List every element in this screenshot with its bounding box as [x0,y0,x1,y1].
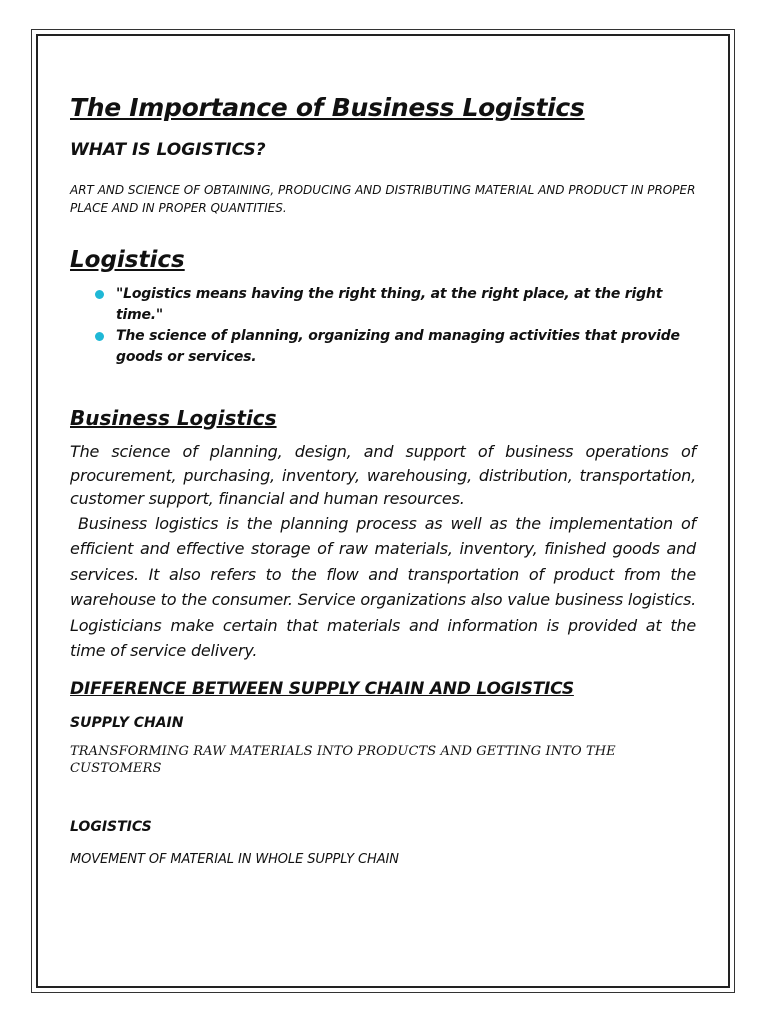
logistics-label: LOGISTICS [70,818,152,835]
business-logistics-paragraph-2 [70,511,696,664]
document-body [70,90,696,869]
supply-chain-heading: SUPPLY CHAIN [70,714,184,731]
supply-chain-text: TRANSFORMING RAW MATERIALS INTO PRODUCTS AND GETTING INTO THE CUSTOMERS [70,743,616,776]
bullet-dot-icon [95,332,104,341]
document-title: The Importance of Business Logistics [70,93,585,122]
bullet-item [116,326,696,368]
difference-heading: DIFFERENCE BETWEEN SUPPLY CHAIN AND LOGISTICS [70,678,574,699]
bullet-text: "Logistics means having the right thing, at the right place, at the right time." [116,286,663,323]
bullet-item [116,284,696,326]
business-logistics-paragraph-1: The science of planning, design, and support of business operations of procurement, purchasing, inventory, warehousing, distribution, transportation, customer support, financial and human resources. [70,442,696,508]
what-is-logistics-heading: WHAT IS LOGISTICS? [70,140,266,160]
logistics-heading: Logistics [70,247,185,273]
bullet-dot-icon [95,290,104,299]
logistics-bullet-list [70,284,696,368]
bullet-text: The science of planning, organizing and managing activities that provide goods or services. [116,328,680,365]
logistics-definition: ART AND SCIENCE OF OBTAINING, PRODUCING AND DISTRIBUTING MATERIAL AND PRODUCT IN PROPER PLACE AND IN PROPER QUANTITIES. [70,183,696,215]
business-logistics-heading: Business Logistics [70,406,277,430]
logistics-text: MOVEMENT OF MATERIAL IN WHOLE SUPPLY CHAIN [70,851,399,867]
paragraph-2-text: Business logistics is the planning process as well as the implementation of efficient and effective storage of raw materials, inventory, finished goods and services. It also refers to the flow and transportation of product from the warehouse to the consumer. Service organizations also value business logistics. Logisticians make certain that materials and information is provided at the time of service delivery. [70,513,696,660]
